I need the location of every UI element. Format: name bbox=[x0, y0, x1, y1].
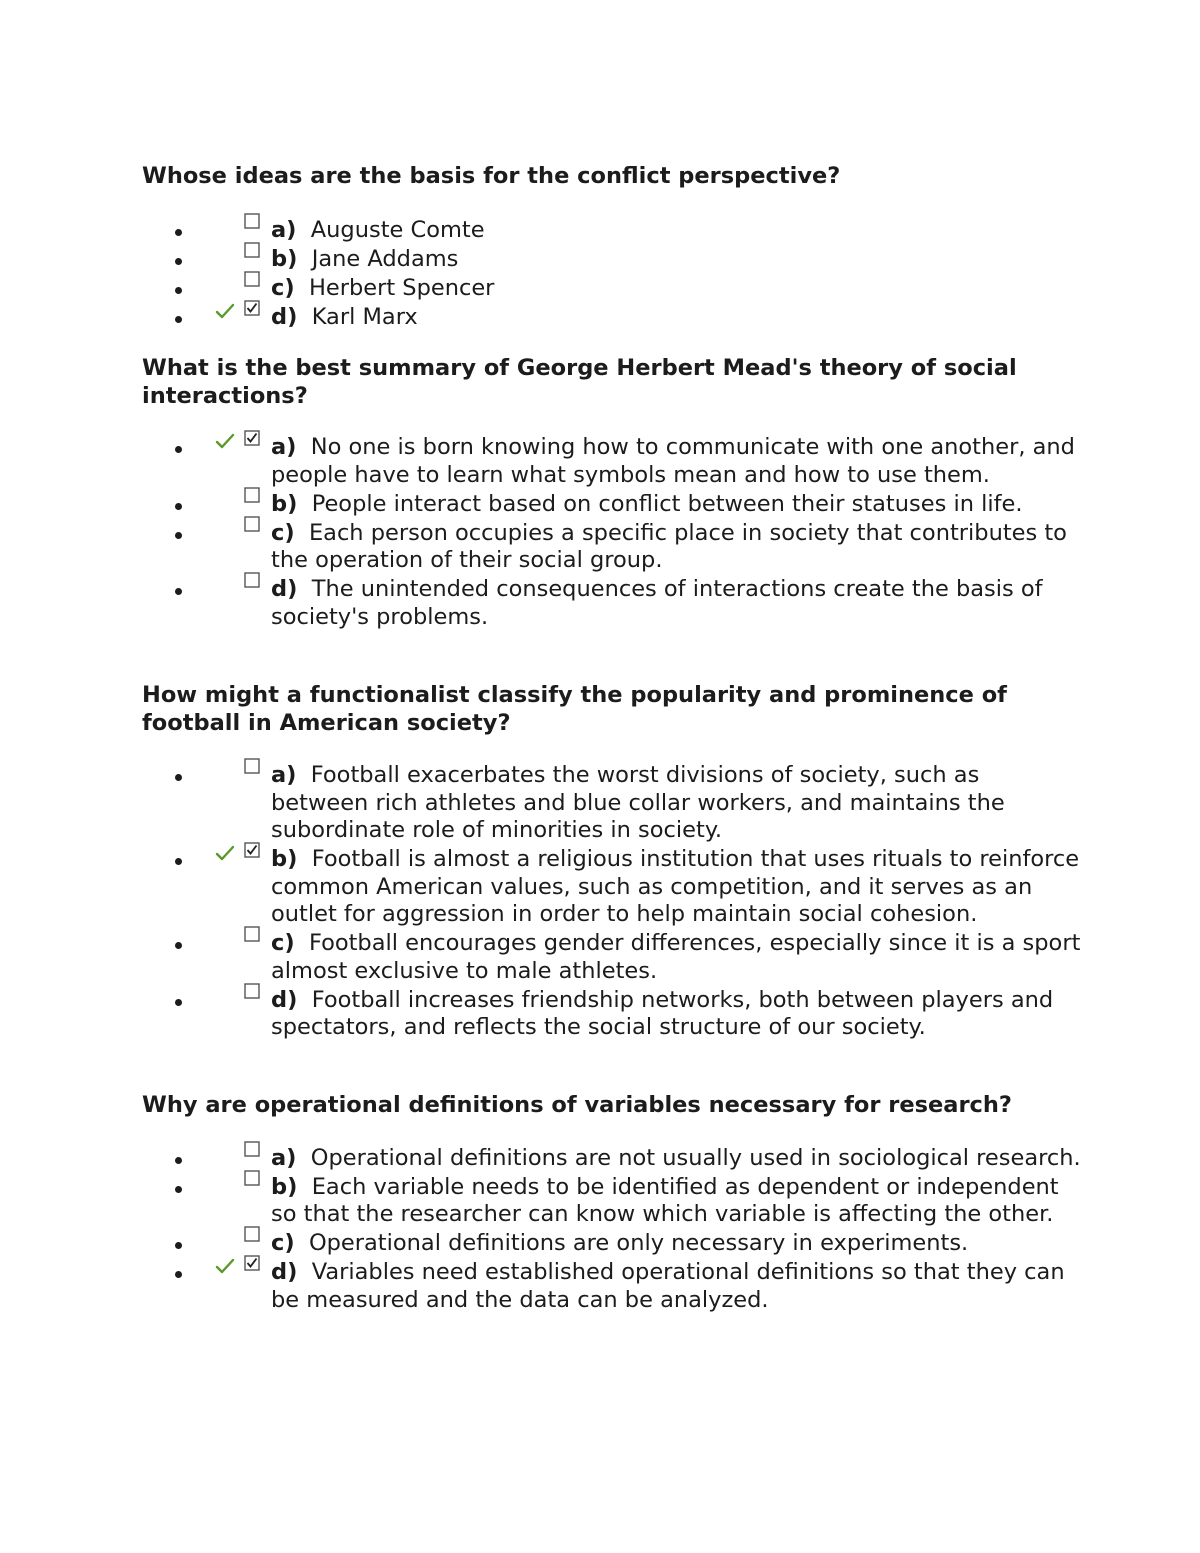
checkbox-empty-icon[interactable] bbox=[244, 271, 260, 287]
question-text: How might a functionalist classify the popularity and prominence of football in American society? bbox=[142, 682, 1007, 736]
option-text: People interact based on conflict between their statuses in life. bbox=[311, 490, 1023, 517]
bullet-icon bbox=[175, 942, 182, 949]
option-letter: a) bbox=[271, 1144, 297, 1171]
question-text: Whose ideas are the basis for the conflict perspective? bbox=[142, 163, 841, 189]
option-text: Operational definitions are not usually used in sociological research. bbox=[310, 1144, 1081, 1171]
option-letter: c) bbox=[271, 274, 295, 301]
checkbox-empty-icon[interactable] bbox=[244, 242, 260, 258]
bullet-icon bbox=[175, 229, 182, 236]
checkbox-checked-icon[interactable] bbox=[244, 300, 260, 316]
bullet-icon bbox=[175, 446, 182, 453]
bullet-icon bbox=[175, 503, 182, 510]
option-text: Auguste Comte bbox=[310, 216, 485, 243]
option-text: No one is born knowing how to communicate with one another, and people have to learn what symbols mean and how to use them. bbox=[271, 434, 1075, 488]
bullet-icon bbox=[175, 774, 182, 781]
question-text: Why are operational definitions of variables necessary for research? bbox=[142, 1092, 1012, 1118]
option-d bbox=[142, 987, 1082, 1042]
check-icon bbox=[214, 431, 236, 453]
checkbox-empty-icon[interactable] bbox=[244, 1141, 260, 1157]
bullet-icon bbox=[175, 1186, 182, 1193]
bullet-icon bbox=[175, 287, 182, 294]
option-d bbox=[142, 1259, 1082, 1314]
checkbox-empty-icon[interactable] bbox=[244, 1226, 260, 1242]
bullet-icon bbox=[175, 532, 182, 539]
option-letter: a) bbox=[271, 434, 297, 460]
bullet-icon bbox=[175, 1242, 182, 1249]
option-d bbox=[142, 576, 1082, 631]
question-text: What is the best summary of George Herbert Mead's theory of social interactions? bbox=[142, 355, 1017, 409]
option-letter: b) bbox=[271, 846, 298, 872]
checkbox-empty-icon[interactable] bbox=[244, 758, 260, 774]
option-text: Herbert Spencer bbox=[308, 274, 495, 301]
option-text: Each variable needs to be identified as dependent or independent so that the researcher can know which variable is affecting the other. bbox=[271, 1173, 1059, 1227]
checkbox-checked-icon[interactable] bbox=[244, 842, 260, 858]
options-list bbox=[142, 434, 1082, 631]
question-2 bbox=[142, 355, 1082, 631]
option-a bbox=[142, 217, 1082, 245]
option-text: Football increases friendship networks, both between players and spectators, and reflects the social structure of our society. bbox=[271, 986, 1054, 1040]
bullet-icon bbox=[175, 316, 182, 323]
checkbox-checked-icon[interactable] bbox=[244, 1255, 260, 1271]
option-text: Operational definitions are only necessary in experiments. bbox=[308, 1230, 969, 1256]
option-a bbox=[142, 762, 1082, 845]
option-letter: d) bbox=[271, 303, 298, 330]
option-text: Football exacerbates the worst divisions of society, such as between rich athletes and blue collar workers, and maintains the subordinate role of minorities in society. bbox=[271, 762, 1005, 843]
option-letter: a) bbox=[271, 216, 297, 243]
option-letter: a) bbox=[271, 762, 297, 788]
option-b bbox=[142, 246, 1082, 274]
option-letter: d) bbox=[271, 576, 298, 602]
option-text: Football encourages gender differences, especially since it is a sport almost exclusive to male athletes. bbox=[271, 930, 1081, 984]
option-b bbox=[142, 846, 1082, 929]
option-letter: b) bbox=[271, 245, 298, 272]
option-letter: d) bbox=[271, 986, 298, 1013]
options-list bbox=[142, 1145, 1082, 1315]
question-1 bbox=[142, 163, 1082, 331]
bullet-icon bbox=[175, 858, 182, 865]
option-c bbox=[142, 1230, 1082, 1258]
checkbox-empty-icon[interactable] bbox=[244, 983, 260, 999]
option-b bbox=[142, 1174, 1082, 1229]
option-text: The unintended consequences of interactions create the basis of society's problems. bbox=[271, 576, 1043, 630]
check-icon bbox=[214, 843, 236, 865]
option-text: Jane Addams bbox=[311, 245, 459, 272]
option-a bbox=[142, 434, 1082, 489]
check-icon bbox=[214, 1256, 236, 1278]
option-letter: b) bbox=[271, 1173, 298, 1200]
option-letter: c) bbox=[271, 1230, 295, 1256]
bullet-icon bbox=[175, 1271, 182, 1278]
option-a bbox=[142, 1145, 1082, 1173]
option-text: Variables need established operational definitions so that they can be measured and the data can be analyzed. bbox=[271, 1259, 1065, 1313]
bullet-icon bbox=[175, 1157, 182, 1164]
options-list bbox=[142, 762, 1082, 1042]
bullet-icon bbox=[175, 999, 182, 1006]
question-3 bbox=[142, 682, 1082, 1042]
check-icon bbox=[214, 301, 236, 323]
option-text: Each person occupies a specific place in society that contributes to the operation of their social group. bbox=[271, 519, 1067, 573]
option-letter: b) bbox=[271, 490, 298, 517]
option-text: Football is almost a religious institution that uses rituals to reinforce common American values, such as competition, and it serves as an outlet for aggression in order to help maintain social cohesion. bbox=[271, 846, 1080, 927]
option-letter: c) bbox=[271, 930, 295, 956]
option-d bbox=[142, 304, 1082, 332]
option-c bbox=[142, 520, 1082, 575]
options-list bbox=[142, 217, 1082, 332]
checkbox-empty-icon[interactable] bbox=[244, 487, 260, 503]
checkbox-checked-icon[interactable] bbox=[244, 430, 260, 446]
option-text: Karl Marx bbox=[311, 303, 418, 330]
option-letter: d) bbox=[271, 1259, 298, 1285]
checkbox-empty-icon[interactable] bbox=[244, 1170, 260, 1186]
option-letter: c) bbox=[271, 519, 295, 546]
bullet-icon bbox=[175, 588, 182, 595]
option-b bbox=[142, 491, 1082, 519]
question-4 bbox=[142, 1092, 1082, 1314]
bullet-icon bbox=[175, 258, 182, 265]
checkbox-empty-icon[interactable] bbox=[244, 926, 260, 942]
option-c bbox=[142, 275, 1082, 303]
checkbox-empty-icon[interactable] bbox=[244, 213, 260, 229]
checkbox-empty-icon[interactable] bbox=[244, 572, 260, 588]
checkbox-empty-icon[interactable] bbox=[244, 516, 260, 532]
option-c bbox=[142, 930, 1082, 985]
